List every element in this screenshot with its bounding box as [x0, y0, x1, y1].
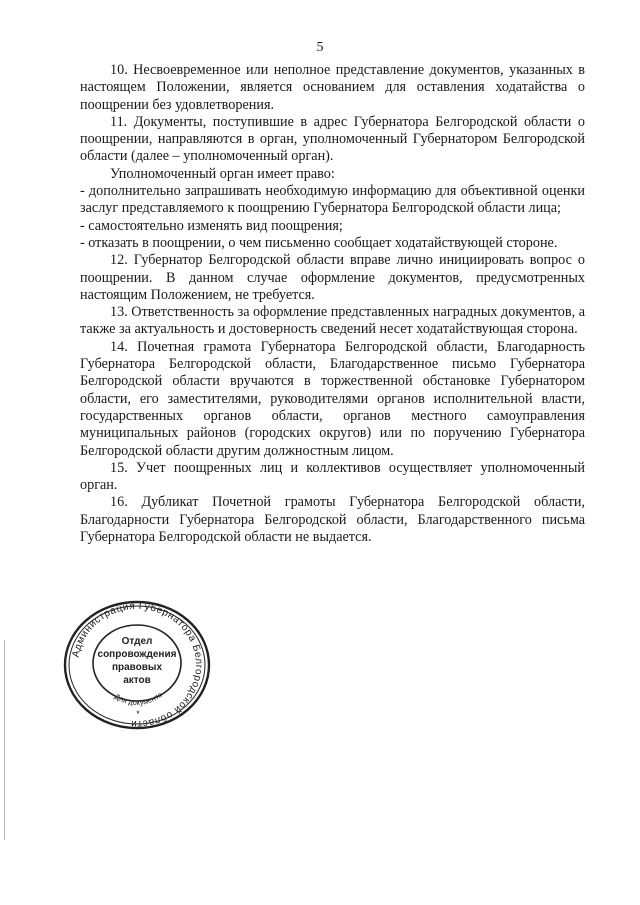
- stamp-inner-text: Для документо: [112, 690, 164, 708]
- stamp-line-4: актов: [123, 675, 151, 686]
- paragraph-14: 14. Почетная грамота Губернатора Белгородской области, Благодарность Губернатора Белгородской области, Благодарственное письмо Губернатора Белгородской области вручаются в торжественной обстановке Губернатором области, его заместителями, руководителями органов исполнительной власти, государственных органов области, органов местного самоуправления муниципальных районов (городских округов) или по поручению Губернатора Белгородской области другим должностным лицом.: [80, 338, 585, 459]
- stamp-line-3: правовых: [111, 662, 163, 673]
- stamp-line-2: сопровождения: [97, 649, 177, 660]
- paragraph-authority-rights: Уполномоченный орган имеет право:: [110, 165, 335, 182]
- stamp-star: *: [136, 709, 140, 719]
- paragraph-15: 15. Учет поощренных лиц и коллективов осуществляет уполномоченный орган.: [80, 459, 585, 494]
- stamp-outer-text: Администрация Губернатора Белгородской области: [70, 600, 205, 730]
- document-body: [80, 62, 585, 546]
- page-number: 5: [316, 40, 324, 55]
- list-item-refuse: - отказать в поощрении, о чем письменно сообщает ходатайствующей стороне.: [80, 234, 558, 251]
- scan-edge-line: [4, 640, 5, 840]
- list-item-request-info: - дополнительно запрашивать необходимую информацию для объективной оценки заслуг представляемого к поощрению Губернатора Белгородской области лица;: [80, 183, 585, 217]
- paragraph-13: 13. Ответственность за оформление представленных наградных документов, а также за актуальность и достоверность сведений несет ходатайствующая сторона.: [80, 304, 585, 338]
- stamp-graphic: [62, 600, 212, 730]
- list-item-change-type: - самостоятельно изменять вид поощрения;: [80, 217, 343, 234]
- stamp-line-1: Отдел: [121, 636, 153, 647]
- paragraph-11: 11. Документы, поступившие в адрес Губернатора Белгородской области о поощрении, направляются в орган, уполномоченный Губернатором Белгородской области (далее – уполномоченный орган).: [80, 113, 585, 165]
- paragraph-16: 16. Дубликат Почетной грамоты Губернатора Белгородской области, Благодарности Губернатора Белгородской области, Благодарственного письма Губернатора Белгородской области не выдается.: [80, 494, 585, 546]
- paragraph-12: 12. Губернатор Белгородской области вправе лично инициировать вопрос о поощрении. В данном случае оформление документов, предусмотренных настоящим Положением, не требуется.: [80, 252, 585, 303]
- official-stamp: [62, 600, 212, 730]
- paragraph-10: 10. Несвоевременное или неполное представление документов, указанных в настоящем Положении, является основанием для оставления ходатайства о поощрении без удовлетворения.: [80, 62, 585, 113]
